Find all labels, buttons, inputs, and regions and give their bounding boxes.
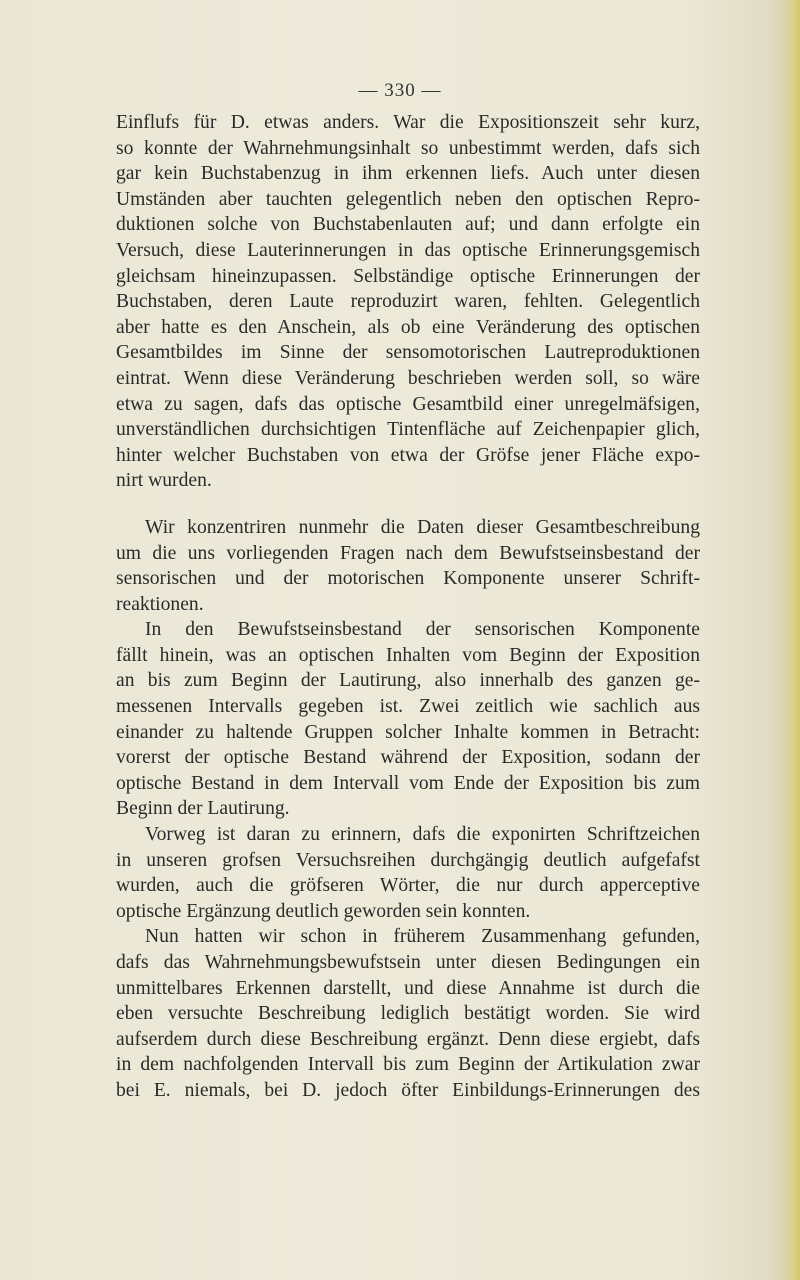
paragraph-4 — [116, 822, 700, 924]
text-line: Gesamtbildes im Sinne der sensomotorischen Lautreproduktionen — [116, 342, 700, 364]
text-line: an bis zum Beginn der Lautirung, also innerhalb des ganzen ge- — [116, 670, 700, 692]
text-line: duktionen solche von Buchstabenlauten auf; und dann erfolgte ein — [116, 214, 700, 236]
text-line: in dem nachfolgenden Intervall bis zum Beginn der Artikulation zwar — [116, 1054, 700, 1076]
text-line: aber hatte es den Anschein, als ob eine Veränderung des optischen — [116, 316, 700, 338]
text-line: nirt wurden. — [116, 470, 212, 492]
text-line: hinter welcher Buchstaben von etwa der Gröfse jener Fläche expo- — [116, 444, 700, 466]
page-edge-shadow — [786, 0, 800, 1280]
text-line: so konnte der Wahrnehmungsinhalt so unbestimmt werden, dafs sich — [116, 137, 700, 159]
text-line: optische Ergänzung deutlich geworden sein konnten. — [116, 900, 531, 922]
text-line: Beginn der Lautirung. — [116, 798, 290, 820]
text-line: unverständlichen durchsichtigen Tintenfläche auf Zeichenpapier glich, — [116, 419, 700, 441]
text-line: einander zu haltende Gruppen solcher Inhalte kommen in Betracht: — [116, 721, 700, 743]
text-line: dafs das Wahrnehmungsbewufstsein unter diesen Bedingungen ein — [116, 952, 700, 973]
text-line: Wir konzentriren nunmehr die Daten dieser Gesamtbeschreibung — [145, 516, 700, 538]
paragraph-gap — [116, 494, 700, 515]
text-line: Umständen aber tauchten gelegentlich neben den optischen Repro- — [116, 188, 700, 210]
text-line: Nun hatten wir schon in früherem Zusammenhang gefunden, — [145, 926, 700, 948]
paragraph-2 — [116, 515, 700, 617]
text-line: unmittelbares Erkennen darstellt, und diese Annahme ist durch die — [116, 977, 700, 999]
text-line: messenen Intervalls gegeben ist. Zwei zeitlich wie sachlich aus — [116, 696, 700, 718]
text-line: In den Bewufstseinsbestand der sensorischen Komponente — [145, 619, 700, 641]
paragraph-5 — [116, 924, 700, 1103]
text-line: etwa zu sagen, dafs das optische Gesamtbild einer unregelmäfsigen, — [116, 393, 700, 415]
text-line: Einflufs für D. etwas anders. War die Expositionszeit sehr kurz, — [116, 112, 700, 133]
text-line: gar kein Buchstabenzug in ihm erkennen liefs. Auch unter diesen — [116, 163, 700, 185]
paragraph-3 — [116, 617, 700, 822]
text-line: in unseren grofsen Versuchsreihen durchgängig deutlich aufgefafst — [116, 849, 700, 871]
body-text — [116, 110, 700, 1104]
text-line: aufserdem durch diese Beschreibung ergänzt. Denn diese ergiebt, dafs — [116, 1028, 700, 1050]
text-line: Vorweg ist daran zu erinnern, dafs die exponirten Schriftzeichen — [145, 824, 700, 846]
text-line: eintrat. Wenn diese Veränderung beschrieben werden soll, so wäre — [116, 367, 700, 389]
text-line: gleichsam hineinzupassen. Selbständige optische Erinnerungen der — [116, 265, 700, 287]
text-line: optische Bestand in dem Intervall vom Ende der Exposition bis zum — [116, 772, 700, 794]
text-line: sensorischen und der motorischen Komponente unserer Schrift- — [116, 568, 700, 590]
text-line: Versuch, diese Lauterinnerungen in das optische Erinnerungsgemisch — [116, 239, 700, 261]
text-line: wurden, auch die gröfseren Wörter, die nur durch apperceptive — [116, 875, 700, 897]
text-line: Buchstaben, deren Laute reproduzirt waren, fehlten. Gelegentlich — [116, 291, 700, 313]
text-line: bei E. niemals, bei D. jedoch öfter Einbildungs-Erinnerungen des — [116, 1079, 700, 1101]
text-line: vorerst der optische Bestand während der Exposition, sodann der — [116, 747, 700, 769]
page-number: — 330 — — [358, 80, 442, 101]
text-line: um die uns vorliegenden Fragen nach dem Bewufstseinsbestand der — [116, 542, 700, 564]
text-line: reaktionen. — [116, 593, 204, 615]
text-line: eben versuchte Beschreibung lediglich bestätigt worden. Sie wird — [116, 1003, 700, 1025]
text-line: fällt hinein, was an optischen Inhalten vom Beginn der Exposition — [116, 644, 700, 666]
paragraph-1 — [116, 110, 700, 494]
